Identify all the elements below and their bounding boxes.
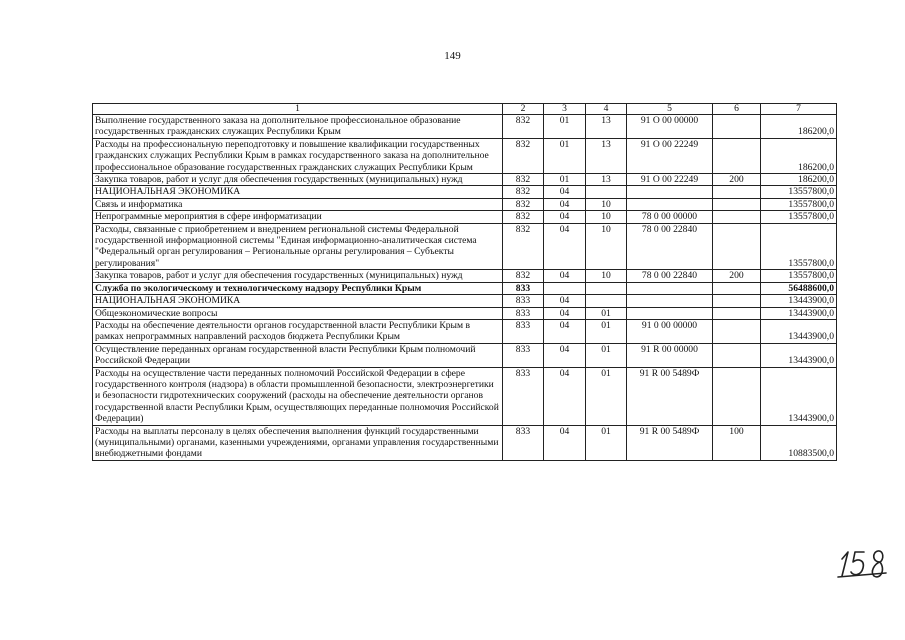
row-name-cell: Общеэкономические вопросы (93, 307, 503, 319)
section-code-cell: 01 (544, 115, 586, 139)
amount-cell: 13557800,0 (761, 270, 837, 282)
expense-type-cell: 200 (713, 270, 761, 282)
expense-type-cell (713, 367, 761, 425)
row-name-cell: Закупка товаров, работ и услуг для обеспечения государственных (муниципальных) нужд (93, 174, 503, 186)
subsection-code-cell: 13 (586, 115, 627, 139)
column-header: 4 (586, 104, 627, 115)
amount-cell: 13443900,0 (761, 343, 837, 367)
subsection-code-cell: 01 (586, 307, 627, 319)
amount-cell: 13443900,0 (761, 319, 837, 343)
expense-type-cell (713, 307, 761, 319)
section-code-cell: 04 (544, 211, 586, 223)
expense-type-cell (713, 198, 761, 210)
subsection-code-cell: 13 (586, 138, 627, 173)
section-code-cell: 04 (544, 223, 586, 270)
target-article-cell: 91 0 00 00000 (627, 319, 713, 343)
table-row (93, 211, 837, 223)
handwritten-page-number (836, 546, 888, 580)
ministry-code-cell: 832 (503, 115, 544, 139)
row-name-cell: Расходы на профессиональную переподготовку и повышение квалификации государственных гражданских служащих Республики Крым в рамках государственного заказа на дополнительное профессиональное образование государственных гражданских служащих Республики Крым (93, 138, 503, 173)
amount-cell: 56488600,0 (761, 282, 837, 294)
expense-type-cell: 200 (713, 174, 761, 186)
ministry-code-cell: 833 (503, 425, 544, 460)
target-article-cell: 78 0 00 22840 (627, 223, 713, 270)
row-name-cell: Расходы, связанные с приобретением и внедрением региональной системы Федеральной государственной информационной системы "Единая информационно-аналитическая система "Федеральный орган регулирования – Региональные органы регулирования – Субъекты регулирования" (93, 223, 503, 270)
row-name-cell: НАЦИОНАЛЬНАЯ ЭКОНОМИКА (93, 186, 503, 198)
handwritten-158-mark (836, 546, 888, 580)
target-article-cell: 91 R 00 5489Ф (627, 367, 713, 425)
row-name-cell: Закупка товаров, работ и услуг для обеспечения государственных (муниципальных) нужд (93, 270, 503, 282)
section-code-cell: 04 (544, 198, 586, 210)
expense-type-cell (713, 115, 761, 139)
section-code-cell: 04 (544, 425, 586, 460)
target-article-cell (627, 307, 713, 319)
target-article-cell: 91 О 00 22249 (627, 174, 713, 186)
section-code-cell: 04 (544, 319, 586, 343)
table-row (93, 295, 837, 307)
target-article-cell: 91 R 00 00000 (627, 343, 713, 367)
table-row (93, 174, 837, 186)
ministry-code-cell: 833 (503, 343, 544, 367)
subsection-code-cell: 10 (586, 198, 627, 210)
column-header: 6 (713, 104, 761, 115)
ministry-code-cell: 833 (503, 295, 544, 307)
amount-cell: 13557800,0 (761, 198, 837, 210)
expense-type-cell (713, 211, 761, 223)
section-code-cell: 04 (544, 307, 586, 319)
target-article-cell: 91 R 00 5489Ф (627, 425, 713, 460)
expense-type-cell: 100 (713, 425, 761, 460)
section-code-cell: 04 (544, 186, 586, 198)
row-name-cell: Осуществление переданных органам государственной власти Республики Крым полномочий Российской Федерации (93, 343, 503, 367)
ministry-code-cell: 832 (503, 223, 544, 270)
ministry-code-cell: 833 (503, 307, 544, 319)
amount-cell: 13443900,0 (761, 307, 837, 319)
ministry-code-cell: 832 (503, 211, 544, 223)
ministry-code-cell: 832 (503, 270, 544, 282)
section-code-cell (544, 282, 586, 294)
table-row (93, 307, 837, 319)
row-name-cell: Расходы на осуществление части переданных полномочий Российской Федерации в сфере государственного контроля (надзора) в области промышленной безопасности, электроэнергетики и безопасности гидротехнических сооружений (расходы на обеспечение деятельности органов государственной власти Республики Крым, осуществляющих переданные полномочия Российской Федерации) (93, 367, 503, 425)
table-row (93, 270, 837, 282)
column-header: 5 (627, 104, 713, 115)
subsection-code-cell: 10 (586, 270, 627, 282)
subsection-code-cell: 10 (586, 211, 627, 223)
table-row (93, 282, 837, 294)
section-code-cell: 04 (544, 270, 586, 282)
table-row (93, 115, 837, 139)
subsection-code-cell (586, 282, 627, 294)
ministry-code-cell: 832 (503, 174, 544, 186)
target-article-cell (627, 198, 713, 210)
table-row (93, 138, 837, 173)
table-row (93, 343, 837, 367)
ministry-code-cell: 832 (503, 138, 544, 173)
amount-cell: 186200,0 (761, 115, 837, 139)
row-name-cell: Непрограммные мероприятия в сфере информатизации (93, 211, 503, 223)
section-code-cell: 01 (544, 138, 586, 173)
budget-table-body (93, 104, 837, 461)
row-name-cell: Служба по экологическому и технологическому надзору Республики Крым (93, 282, 503, 294)
amount-cell: 13557800,0 (761, 223, 837, 270)
expense-type-cell (713, 138, 761, 173)
ministry-code-cell: 833 (503, 367, 544, 425)
section-code-cell: 04 (544, 343, 586, 367)
table-row (93, 367, 837, 425)
subsection-code-cell: 13 (586, 174, 627, 186)
table-row (93, 319, 837, 343)
section-code-cell: 04 (544, 367, 586, 425)
amount-cell: 13443900,0 (761, 367, 837, 425)
target-article-cell: 78 0 00 22840 (627, 270, 713, 282)
row-name-cell: Связь и информатика (93, 198, 503, 210)
subsection-code-cell: 01 (586, 425, 627, 460)
expense-type-cell (713, 295, 761, 307)
amount-cell: 13443900,0 (761, 295, 837, 307)
column-header: 7 (761, 104, 837, 115)
expense-type-cell (713, 223, 761, 270)
target-article-cell (627, 295, 713, 307)
row-name-cell: Выполнение государственного заказа на дополнительное профессиональное образование государственных гражданских служащих Республики Крым (93, 115, 503, 139)
amount-cell: 10883500,0 (761, 425, 837, 460)
section-code-cell: 04 (544, 295, 586, 307)
budget-table (92, 103, 837, 461)
row-name-cell: Расходы на выплаты персоналу в целях обеспечения выполнения функций государственными (муниципальными) органами, казенными учреждениями, органами управления государственными внебюджетными фондами (93, 425, 503, 460)
amount-cell: 13557800,0 (761, 211, 837, 223)
subsection-code-cell: 10 (586, 223, 627, 270)
expense-type-cell (713, 343, 761, 367)
amount-cell: 186200,0 (761, 174, 837, 186)
expense-type-cell (713, 186, 761, 198)
target-article-cell (627, 186, 713, 198)
ministry-code-cell: 833 (503, 282, 544, 294)
page-number: 149 (444, 50, 461, 62)
expense-type-cell (713, 282, 761, 294)
expense-type-cell (713, 319, 761, 343)
table-row (93, 198, 837, 210)
ministry-code-cell: 832 (503, 198, 544, 210)
table-row (93, 186, 837, 198)
target-article-cell: 78 0 00 00000 (627, 211, 713, 223)
row-name-cell: НАЦИОНАЛЬНАЯ ЭКОНОМИКА (93, 295, 503, 307)
column-header: 3 (544, 104, 586, 115)
table-row (93, 223, 837, 270)
target-article-cell (627, 282, 713, 294)
subsection-code-cell: 01 (586, 319, 627, 343)
column-header: 1 (93, 104, 503, 115)
subsection-code-cell: 01 (586, 343, 627, 367)
amount-cell: 186200,0 (761, 138, 837, 173)
column-header: 2 (503, 104, 544, 115)
target-article-cell: 91 О 00 00000 (627, 115, 713, 139)
target-article-cell: 91 О 00 22249 (627, 138, 713, 173)
header-row (93, 104, 837, 115)
section-code-cell: 01 (544, 174, 586, 186)
ministry-code-cell: 833 (503, 319, 544, 343)
ministry-code-cell: 832 (503, 186, 544, 198)
row-name-cell: Расходы на обеспечение деятельности органов государственной власти Республики Крым в рамках непрограммных направлений расходов бюджета Республики Крым (93, 319, 503, 343)
amount-cell: 13557800,0 (761, 186, 837, 198)
subsection-code-cell (586, 186, 627, 198)
subsection-code-cell (586, 295, 627, 307)
table-row (93, 425, 837, 460)
subsection-code-cell: 01 (586, 367, 627, 425)
